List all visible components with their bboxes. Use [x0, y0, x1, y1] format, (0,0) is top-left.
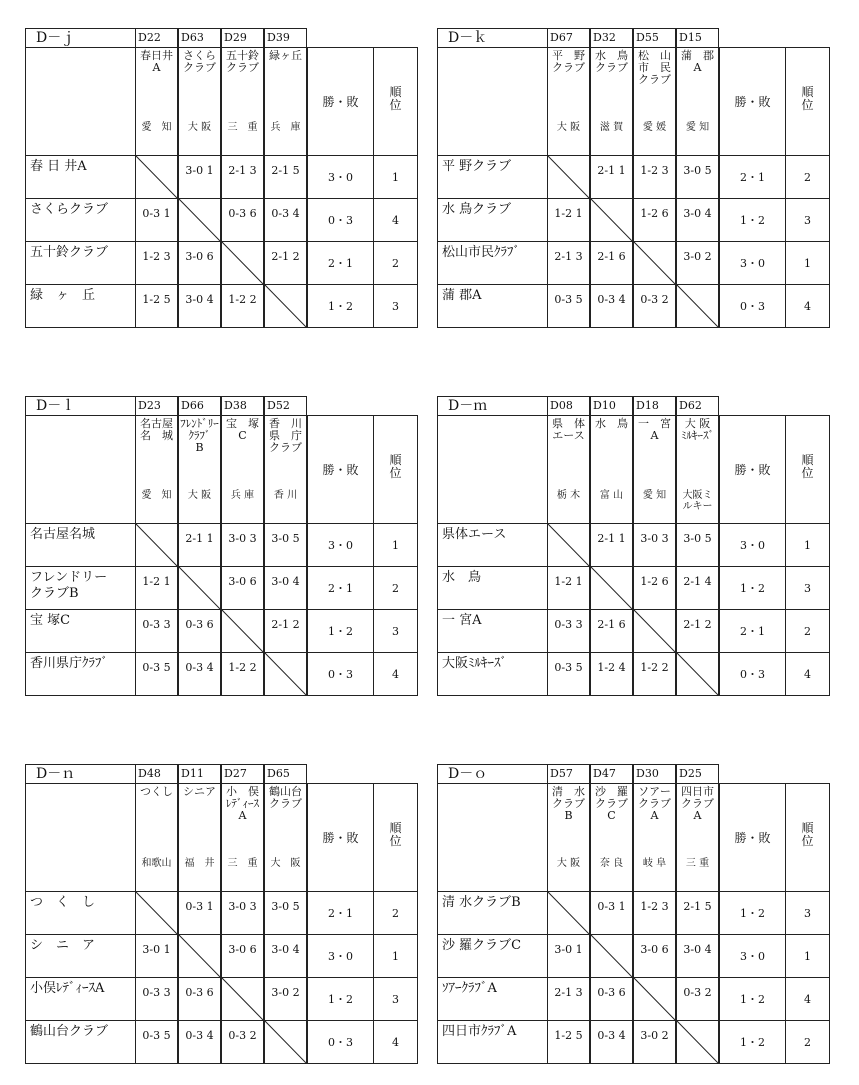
match-result: 0-3 5 — [547, 652, 590, 696]
group-table — [25, 764, 418, 1076]
match-result: 0-3 4 — [178, 1020, 221, 1064]
team-prefecture: 愛 媛 — [642, 122, 667, 133]
match-result: 3-0 6 — [633, 934, 676, 978]
match-result: 1-2 6 — [633, 198, 676, 242]
rank-value: 3 — [373, 284, 418, 328]
diagonal-cell — [221, 241, 264, 285]
team-code: D30 — [633, 764, 676, 784]
diagonal-cell — [676, 1020, 719, 1064]
team-prefecture: 愛 知 — [642, 490, 667, 501]
rank-value: 4 — [373, 1020, 418, 1064]
match-result: 1-2 3 — [135, 241, 178, 285]
rank-value: 1 — [785, 934, 830, 978]
winloss-value: 1・2 — [719, 1020, 786, 1064]
team-prefecture: 香 川 — [273, 490, 298, 501]
team-code: D08 — [547, 396, 590, 416]
team-prefecture: 栃 木 — [556, 490, 581, 501]
match-result: 1-2 4 — [590, 652, 633, 696]
match-result: 2-1 2 — [676, 609, 719, 653]
winloss-header: 勝・敗 — [307, 415, 374, 524]
diagonal-cell — [135, 523, 178, 567]
header-team-short: 緑ヶ丘 — [269, 49, 302, 62]
match-result: 3-0 1 — [178, 155, 221, 199]
rank-value: 3 — [785, 566, 830, 610]
match-result: 2-1 1 — [590, 155, 633, 199]
rank-value: 4 — [785, 284, 830, 328]
team-prefecture: 三 重 — [685, 858, 710, 869]
match-result: 1-2 3 — [633, 155, 676, 199]
team-code: D15 — [676, 28, 719, 48]
team-code: D32 — [590, 28, 633, 48]
diagonal-cell — [547, 155, 590, 199]
team-prefecture: 奈 良 — [599, 858, 624, 869]
header-team-name — [590, 783, 633, 892]
diagonal-cell — [676, 652, 719, 696]
diagonal-cell — [264, 652, 307, 696]
row-team-name: さくらクラブ — [25, 198, 136, 242]
match-result: 1-2 2 — [633, 652, 676, 696]
team-code: D29 — [221, 28, 264, 48]
diagonal-cell — [633, 241, 676, 285]
match-result: 3-0 3 — [221, 523, 264, 567]
header-team-short: ソアー クラブ A — [638, 785, 671, 822]
row-team-name: ｿｱｰｸﾗﾌﾞA — [437, 977, 548, 1021]
rank-header: 順 位 — [785, 47, 830, 156]
match-result: 3-0 3 — [221, 891, 264, 935]
diagonal-cell — [547, 523, 590, 567]
row-team-name: 鶴山台クラブ — [25, 1020, 136, 1064]
match-result: 3-0 4 — [264, 566, 307, 610]
diagonal-cell — [264, 1020, 307, 1064]
diagonal-cell — [135, 155, 178, 199]
match-result: 1-2 1 — [547, 566, 590, 610]
team-prefecture: 三 重 — [227, 858, 258, 869]
row-team-name: シ ニ ア — [25, 934, 136, 978]
match-result: 3-0 5 — [676, 155, 719, 199]
match-result: 0-3 4 — [264, 198, 307, 242]
winloss-header: 勝・敗 — [307, 783, 374, 892]
rank-value: 3 — [785, 891, 830, 935]
diagonal-cell — [178, 198, 221, 242]
rank-value: 2 — [373, 241, 418, 285]
match-result: 1-2 1 — [547, 198, 590, 242]
team-code: D57 — [547, 764, 590, 784]
match-result: 1-2 2 — [221, 284, 264, 328]
match-result: 2-1 5 — [264, 155, 307, 199]
match-result: 0-3 4 — [590, 284, 633, 328]
team-code: D38 — [221, 396, 264, 416]
match-result: 0-3 6 — [590, 977, 633, 1021]
row-team-name: 県体エース — [437, 523, 548, 567]
corner-cell — [25, 47, 136, 156]
match-result: 2-1 3 — [547, 241, 590, 285]
winloss-value: 1・2 — [307, 609, 374, 653]
group-title: D－ｋ — [437, 28, 548, 48]
diagonal-cell — [178, 934, 221, 978]
match-result: 2-1 2 — [264, 609, 307, 653]
team-code: D25 — [676, 764, 719, 784]
diagonal-cell — [590, 934, 633, 978]
header-team-short: 名古屋 名 城 — [140, 417, 173, 442]
team-prefecture: 兵 庫 — [270, 122, 301, 133]
header-team-short: 沙 羅 クラブ C — [595, 785, 628, 822]
winloss-value: 3・0 — [719, 241, 786, 285]
row-team-name: 四日市ｸﾗﾌﾞA — [437, 1020, 548, 1064]
match-result: 0-3 1 — [590, 891, 633, 935]
diagonal-cell — [178, 566, 221, 610]
match-result: 3-0 5 — [264, 523, 307, 567]
rank-header: 順 位 — [373, 415, 418, 524]
team-prefecture: 大 阪 — [556, 858, 581, 869]
header-team-short: 春日井 A — [140, 49, 173, 74]
team-code: D47 — [590, 764, 633, 784]
team-code: D22 — [135, 28, 178, 48]
diagonal-cell — [135, 891, 178, 935]
match-result: 2-1 3 — [221, 155, 264, 199]
team-code: D18 — [633, 396, 676, 416]
winloss-header: 勝・敗 — [719, 415, 786, 524]
winloss-value: 2・1 — [307, 891, 374, 935]
header-team-short: 五十鈴 クラブ — [226, 49, 259, 74]
winloss-value: 3・0 — [307, 155, 374, 199]
team-prefecture: 大阪ミ ルキー — [682, 490, 713, 512]
group-title: D－ｌ — [25, 396, 136, 416]
corner-cell — [25, 415, 136, 524]
diagonal-cell — [633, 977, 676, 1021]
team-code: D11 — [178, 764, 221, 784]
diagonal-cell — [221, 609, 264, 653]
header-team-name — [547, 47, 590, 156]
header-team-name — [547, 783, 590, 892]
team-code: D67 — [547, 28, 590, 48]
team-prefecture: 大 阪 — [270, 858, 301, 869]
winloss-value: 3・0 — [719, 934, 786, 978]
header-team-short: 香 川 県 庁 クラブ — [269, 417, 302, 454]
winloss-header: 勝・敗 — [719, 47, 786, 156]
row-team-name: 緑 ヶ 丘 — [25, 284, 136, 328]
rank-header: 順 位 — [785, 783, 830, 892]
match-result: 3-0 1 — [547, 934, 590, 978]
team-prefecture: 愛 知 — [685, 122, 710, 133]
winloss-header: 勝・敗 — [307, 47, 374, 156]
group-title: D－ｏ — [437, 764, 548, 784]
header-team-short: 県 体 エース — [552, 417, 585, 442]
row-team-name: 蒲 郡A — [437, 284, 548, 328]
header-team-name — [633, 415, 676, 524]
match-result: 0-3 5 — [135, 652, 178, 696]
match-result: 2-1 1 — [590, 523, 633, 567]
header-team-short: 平 野 クラブ — [552, 49, 585, 74]
match-result: 2-1 4 — [676, 566, 719, 610]
team-code: D23 — [135, 396, 178, 416]
header-team-name — [264, 783, 307, 892]
match-result: 3-0 4 — [178, 284, 221, 328]
team-prefecture: 大 阪 — [187, 122, 212, 133]
match-result: 0-3 2 — [676, 977, 719, 1021]
diagonal-cell — [264, 284, 307, 328]
match-result: 2-1 6 — [590, 609, 633, 653]
row-team-name: 水 鳥 — [437, 566, 548, 610]
match-result: 0-3 2 — [221, 1020, 264, 1064]
match-result: 3-0 4 — [264, 934, 307, 978]
row-team-name: 水 鳥クラブ — [437, 198, 548, 242]
row-team-name: 名古屋名城 — [25, 523, 136, 567]
diagonal-cell — [676, 284, 719, 328]
rank-value: 4 — [785, 652, 830, 696]
winloss-value: 3・0 — [719, 523, 786, 567]
winloss-value: 1・2 — [307, 977, 374, 1021]
match-result: 3-0 1 — [135, 934, 178, 978]
header-team-name — [264, 47, 307, 156]
team-prefecture: 滋 賀 — [599, 122, 624, 133]
rank-header: 順 位 — [373, 47, 418, 156]
header-team-short: 松 山 市 民 クラブ — [638, 49, 671, 86]
match-result: 2-1 3 — [547, 977, 590, 1021]
match-result: 2-1 1 — [178, 523, 221, 567]
header-team-short: 清 水 クラブ B — [552, 785, 585, 822]
header-team-short: 小 俣 ﾚﾃﾞｨｰｽ A — [226, 785, 259, 822]
group-table — [437, 396, 830, 708]
match-result: 0-3 4 — [178, 652, 221, 696]
winloss-value: 2・1 — [307, 566, 374, 610]
group-table — [437, 28, 830, 340]
header-team-short: 大 阪 ﾐﾙｷｰｽﾞ — [681, 417, 714, 442]
group-title: D－ｊ — [25, 28, 136, 48]
rank-header: 順 位 — [785, 415, 830, 524]
match-result: 0-3 2 — [633, 284, 676, 328]
header-team-short: つくし — [140, 785, 173, 798]
match-result: 0-3 6 — [221, 198, 264, 242]
group-title: D－ｍ — [437, 396, 548, 416]
row-team-name: 春 日 井A — [25, 155, 136, 199]
header-team-short: 宝 塚 C — [226, 417, 259, 442]
match-result: 3-0 6 — [221, 566, 264, 610]
row-team-name: 一 宮A — [437, 609, 548, 653]
match-result: 0-3 3 — [135, 977, 178, 1021]
rank-value: 1 — [373, 155, 418, 199]
winloss-value: 1・2 — [719, 977, 786, 1021]
row-team-name: 宝 塚C — [25, 609, 136, 653]
winloss-value: 0・3 — [719, 652, 786, 696]
diagonal-cell — [547, 891, 590, 935]
winloss-value: 2・1 — [719, 609, 786, 653]
header-team-name — [264, 415, 307, 524]
match-result: 3-0 3 — [633, 523, 676, 567]
diagonal-cell — [633, 609, 676, 653]
team-code: D63 — [178, 28, 221, 48]
winloss-value: 1・2 — [719, 566, 786, 610]
match-result: 1-2 5 — [135, 284, 178, 328]
match-result: 1-2 6 — [633, 566, 676, 610]
winloss-value: 0・3 — [307, 1020, 374, 1064]
header-team-name — [676, 47, 719, 156]
header-team-name — [178, 783, 221, 892]
winloss-value: 1・2 — [719, 891, 786, 935]
rank-value: 2 — [373, 891, 418, 935]
header-team-name — [221, 783, 264, 892]
match-result: 0-3 4 — [590, 1020, 633, 1064]
team-prefecture: 三 重 — [227, 122, 258, 133]
team-prefecture: 愛 知 — [141, 490, 172, 501]
team-code: D55 — [633, 28, 676, 48]
header-team-short: さくら クラブ — [183, 49, 216, 74]
row-team-name: 清 水クラブB — [437, 891, 548, 935]
team-code: D62 — [676, 396, 719, 416]
match-result: 0-3 5 — [547, 284, 590, 328]
corner-cell — [437, 783, 548, 892]
rank-value: 4 — [785, 977, 830, 1021]
match-result: 3-0 4 — [676, 934, 719, 978]
rank-value: 3 — [373, 977, 418, 1021]
header-team-name — [590, 47, 633, 156]
match-result: 2-1 5 — [676, 891, 719, 935]
header-team-name — [676, 415, 719, 524]
team-code: D52 — [264, 396, 307, 416]
header-team-short: 水 鳥 — [595, 417, 628, 430]
winloss-value: 3・0 — [307, 934, 374, 978]
row-team-name: 小俣ﾚﾃﾞｨｰｽA — [25, 977, 136, 1021]
header-team-short: シニア — [183, 785, 216, 798]
row-team-name: 五十鈴クラブ — [25, 241, 136, 285]
team-code: D39 — [264, 28, 307, 48]
corner-cell — [437, 415, 548, 524]
winloss-value: 3・0 — [307, 523, 374, 567]
match-result: 0-3 5 — [135, 1020, 178, 1064]
group-table — [437, 764, 830, 1076]
row-team-name: 沙 羅クラブC — [437, 934, 548, 978]
group-title: D－ｎ — [25, 764, 136, 784]
header-team-short: 水 鳥 クラブ — [595, 49, 628, 74]
team-prefecture: 大 阪 — [187, 490, 212, 501]
header-team-short: 一 宮 A — [638, 417, 671, 442]
group-table — [25, 396, 418, 708]
winloss-value: 1・2 — [307, 284, 374, 328]
header-team-short: ﾌﾚﾝﾄﾞﾘｰ ｸﾗﾌﾞ B — [180, 417, 219, 454]
match-result: 0-3 6 — [178, 977, 221, 1021]
team-code: D66 — [178, 396, 221, 416]
diagonal-cell — [221, 977, 264, 1021]
team-prefecture: 兵 庫 — [230, 490, 255, 501]
team-prefecture: 愛 知 — [141, 122, 172, 133]
match-result: 3-0 5 — [264, 891, 307, 935]
winloss-value: 0・3 — [307, 652, 374, 696]
header-team-name — [633, 47, 676, 156]
rank-value: 1 — [373, 934, 418, 978]
header-team-name — [590, 415, 633, 524]
rank-value: 2 — [785, 1020, 830, 1064]
row-team-name: 大阪ﾐﾙｷｰｽﾞ — [437, 652, 548, 696]
winloss-value: 2・1 — [719, 155, 786, 199]
winloss-header: 勝・敗 — [719, 783, 786, 892]
match-result: 3-0 2 — [264, 977, 307, 1021]
rank-header: 順 位 — [373, 783, 418, 892]
match-result: 3-0 5 — [676, 523, 719, 567]
header-team-name — [221, 415, 264, 524]
header-team-name — [135, 415, 178, 524]
match-result: 1-2 3 — [633, 891, 676, 935]
diagonal-cell — [590, 566, 633, 610]
match-result: 3-0 2 — [676, 241, 719, 285]
winloss-value: 2・1 — [307, 241, 374, 285]
header-team-short: 鶴山台 クラブ — [269, 785, 302, 810]
rank-value: 2 — [785, 609, 830, 653]
match-result: 0-3 1 — [135, 198, 178, 242]
team-code: D48 — [135, 764, 178, 784]
match-result: 2-1 2 — [264, 241, 307, 285]
header-team-name — [221, 47, 264, 156]
match-result: 3-0 6 — [178, 241, 221, 285]
rank-value: 3 — [785, 198, 830, 242]
match-result: 1-2 5 — [547, 1020, 590, 1064]
rank-value: 4 — [373, 652, 418, 696]
rank-value: 1 — [785, 241, 830, 285]
rank-value: 1 — [785, 523, 830, 567]
row-team-name: フレンドリー クラブB — [25, 566, 136, 610]
corner-cell — [437, 47, 548, 156]
match-result: 1-2 1 — [135, 566, 178, 610]
row-team-name: 松山市民ｸﾗﾌﾞ — [437, 241, 548, 285]
match-result: 0-3 3 — [547, 609, 590, 653]
team-code: D10 — [590, 396, 633, 416]
team-prefecture: 和歌山 — [141, 858, 172, 869]
header-team-name — [633, 783, 676, 892]
team-prefecture: 福 井 — [184, 858, 215, 869]
winloss-value: 0・3 — [719, 284, 786, 328]
header-team-name — [178, 47, 221, 156]
team-prefecture: 岐 阜 — [642, 858, 667, 869]
match-result: 3-0 4 — [676, 198, 719, 242]
row-team-name: つ く し — [25, 891, 136, 935]
match-result: 0-3 1 — [178, 891, 221, 935]
winloss-value: 1・2 — [719, 198, 786, 242]
diagonal-cell — [590, 198, 633, 242]
match-result: 0-3 3 — [135, 609, 178, 653]
header-team-name — [135, 47, 178, 156]
team-prefecture: 大 阪 — [556, 122, 581, 133]
team-code: D27 — [221, 764, 264, 784]
row-team-name: 平 野クラブ — [437, 155, 548, 199]
header-team-name — [547, 415, 590, 524]
header-team-name — [178, 415, 221, 524]
match-result: 2-1 6 — [590, 241, 633, 285]
group-table — [25, 28, 418, 340]
header-team-name — [135, 783, 178, 892]
rank-value: 2 — [373, 566, 418, 610]
rank-value: 2 — [785, 155, 830, 199]
corner-cell — [25, 783, 136, 892]
team-code: D65 — [264, 764, 307, 784]
match-result: 0-3 6 — [178, 609, 221, 653]
team-prefecture: 富 山 — [599, 490, 624, 501]
header-team-name — [676, 783, 719, 892]
rank-value: 1 — [373, 523, 418, 567]
header-team-short: 四日市 クラブ A — [681, 785, 714, 822]
rank-value: 3 — [373, 609, 418, 653]
header-team-short: 蒲 郡 A — [681, 49, 714, 74]
match-result: 3-0 2 — [633, 1020, 676, 1064]
match-result: 1-2 2 — [221, 652, 264, 696]
rank-value: 4 — [373, 198, 418, 242]
match-result: 3-0 6 — [221, 934, 264, 978]
winloss-value: 0・3 — [307, 198, 374, 242]
row-team-name: 香川県庁ｸﾗﾌﾞ — [25, 652, 136, 696]
